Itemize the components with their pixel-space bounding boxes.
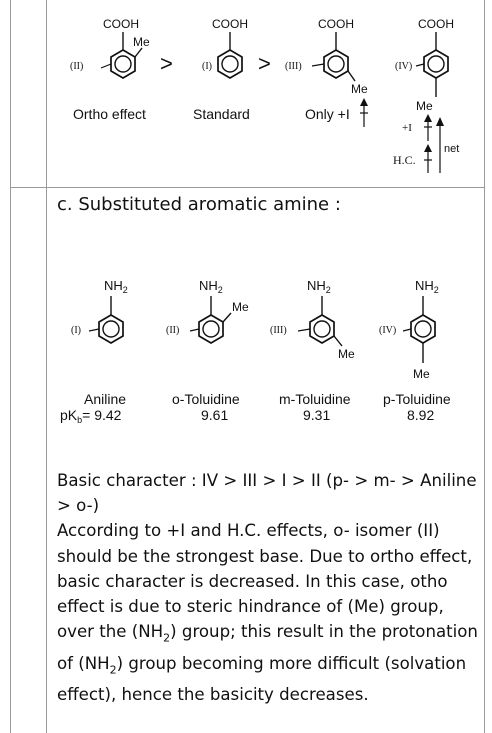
benzoic-acids-diagram — [0, 0, 492, 187]
o-toluidine-numeral: (II) — [166, 325, 180, 336]
molecule-aniline — [60, 278, 128, 425]
p-toluidine-substituent: Me — [413, 367, 430, 381]
molecule-acid-ii — [70, 17, 150, 122]
o-toluidine-substituent: Me — [232, 300, 249, 314]
acid-iii-caption: Only +I — [305, 106, 350, 122]
aniline-pkb: $pK_b= 9.42$ — [60, 407, 122, 425]
molecule-p-toluidine — [379, 278, 451, 423]
acid-iii-substituent: Me — [351, 82, 368, 96]
acid-iii-numeral: (III) — [285, 61, 302, 72]
acid-iv-group: COOH — [418, 17, 454, 31]
o-toluidine-group: $NH_2$ — [199, 278, 223, 295]
comparator-1: > — [160, 51, 173, 76]
acid-iii-group: COOH — [318, 17, 354, 31]
amine-section-heading: c. Substituted aromatic amine : — [57, 194, 341, 215]
acid-ii-caption: Ortho effect — [73, 106, 146, 122]
molecule-o-toluidine — [166, 278, 249, 423]
p-toluidine-group: $NH_2$ — [415, 278, 439, 295]
m-toluidine-group: $NH_2$ — [307, 278, 331, 295]
acid-iv-substituent: Me — [416, 99, 433, 113]
o-toluidine-pkb: 9.61 — [201, 407, 229, 423]
acid-ii-numeral: (II) — [70, 61, 84, 72]
basic-character-order: Basic character : IV > III > I > II (p- > m- > Aniline > o-) — [57, 471, 477, 516]
explanation-body: According to +I and H.C. effects, o- isomer (II) should be the strongest base. Due to ortho effect, basic character is decreased. In this case, otho effect is due to steric hindrance of (Me) group, over the $(NH_2)$ group; this result in the protonation of $(NH_2)$ group becoming more difficult (solvation effect), hence the basicity decreases. — [57, 521, 478, 705]
molecule-acid-iv — [393, 17, 459, 173]
table-row-divider — [10, 187, 485, 188]
acid-ii-substituent: Me — [133, 35, 150, 49]
p-toluidine-name: p-Toluidine — [383, 391, 451, 407]
aniline-name: Aniline — [84, 391, 127, 407]
acid-ii-group: COOH — [103, 17, 139, 31]
acid-i-caption: Standard — [193, 106, 250, 122]
aniline-numeral: (I) — [71, 325, 81, 336]
o-toluidine-name: o-Toluidine — [172, 391, 240, 407]
m-toluidine-substituent: Me — [338, 347, 355, 361]
molecule-m-toluidine — [270, 278, 355, 423]
m-toluidine-numeral: (III) — [270, 325, 287, 336]
m-toluidine-pkb: 9.31 — [303, 407, 331, 423]
m-toluidine-name: m-Toluidine — [279, 391, 351, 407]
molecule-acid-iii — [285, 17, 368, 127]
plus-i-label: +I — [402, 122, 412, 134]
acid-i-numeral: (I) — [202, 61, 212, 72]
p-toluidine-pkb: 8.92 — [407, 407, 435, 423]
comparator-2: > — [258, 51, 271, 76]
net-label: net — [444, 143, 460, 155]
acid-i-group: COOH — [212, 17, 248, 31]
acid-iv-numeral: (IV) — [395, 61, 413, 72]
explanation-text — [57, 468, 479, 707]
hc-label: H.C. — [393, 153, 416, 167]
p-toluidine-numeral: (IV) — [379, 325, 397, 336]
aniline-group: $NH_2$ — [104, 278, 128, 295]
molecule-acid-i — [193, 17, 250, 122]
